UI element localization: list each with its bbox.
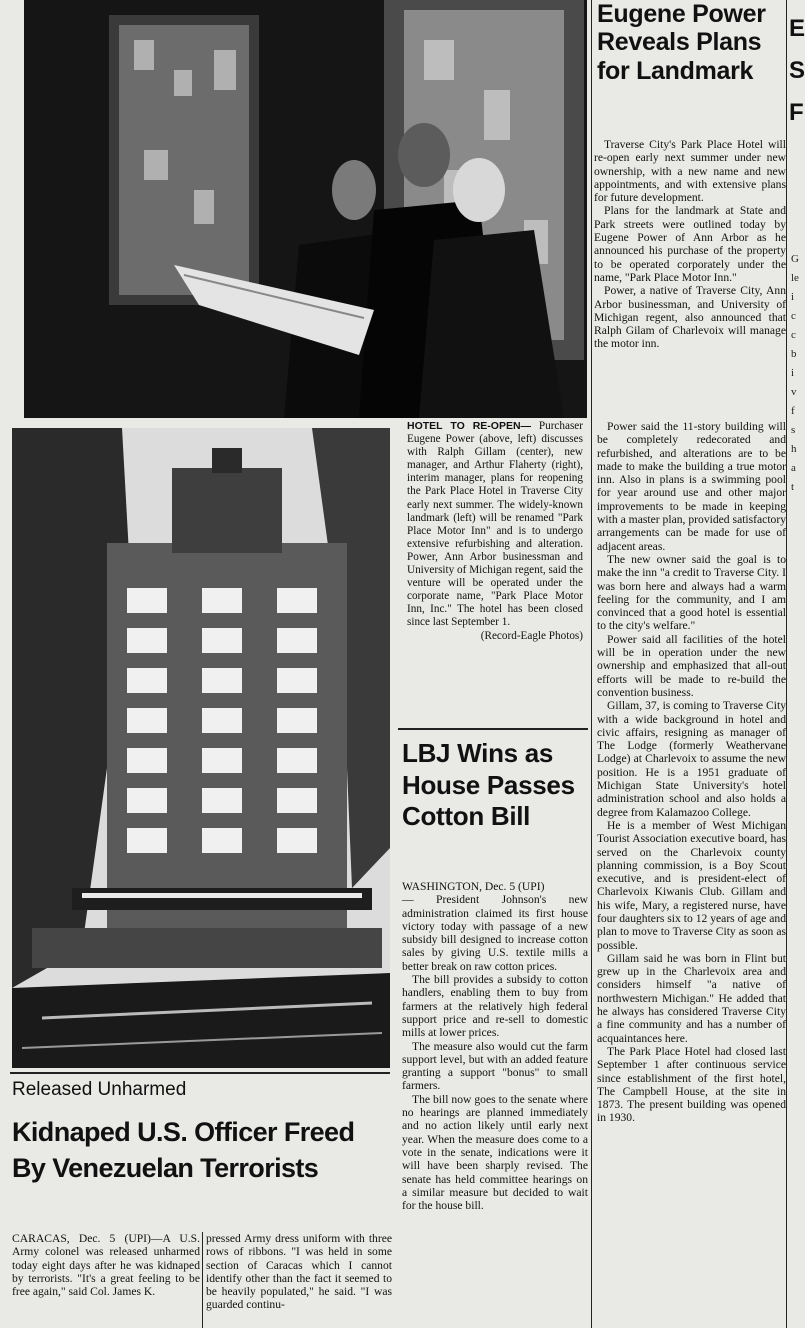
power-paragraph: Traverse City's Park Place Hotel will re-open early next summer under new ownership, with a new name and new appointments, and with extensive plans for future development. <box>594 138 786 205</box>
edge-letter: i <box>791 291 795 303</box>
lbj-article-body <box>402 880 588 1212</box>
edge-letter: i <box>791 367 795 379</box>
hotel-photo <box>12 428 390 1068</box>
power-paragraph: The new owner said the goal is to make the inn "a credit to Traverse City. I was born here and always had a warm feeling for the community, and I am convinced that a good hotel is essential to the city's welfare." <box>597 552 786 633</box>
edge-letter: h <box>791 443 797 455</box>
lbj-headline <box>402 738 588 833</box>
edge-letter: a <box>791 462 796 474</box>
section-rule <box>398 728 588 730</box>
section-rule <box>10 1072 390 1074</box>
edge-letter: E <box>789 15 805 42</box>
lbj-paragraph: The bill now goes to the senate where no hearings are planned immediately and no action likely until early next year. When the measure does come to a vote in the senate, indications were it will have been sharply revised. The senate has held committee hearings on a similar measure but decided to wait for the house bill. <box>402 1092 588 1213</box>
power-paragraph: Plans for the landmark at State and Park streets were outlined today by Eugene Power of Ann Arbor as he announced his purchase of the property to be operated corporately under the name, "Park Place Motor Inn." <box>594 204 786 284</box>
edge-letter: s <box>791 424 796 436</box>
power-article-body-continued <box>597 420 786 1125</box>
meeting-photo-image <box>24 0 587 418</box>
kidnap-article <box>12 1078 392 1186</box>
power-headline-line-3: for Landmark <box>597 56 754 85</box>
adjacent-column-headline-fragment <box>789 8 805 134</box>
edge-letter: b <box>791 348 797 360</box>
power-headline <box>597 0 785 85</box>
column-rule <box>786 0 787 1328</box>
lbj-dateline: WASHINGTON, Dec. 5 (UPI) <box>402 880 545 893</box>
lbj-article <box>402 738 588 833</box>
lbj-paragraph: The bill provides a subsidy to cotton handlers, enabling them to buy from farmers at the relatively high federal support price and re-sell to domestic mills at lower prices. <box>402 973 588 1040</box>
edge-letter: t <box>791 481 795 493</box>
kidnap-paragraph: CARACAS, Dec. 5 (UPI)—A U.S. Army colonel was released unharmed today eight days after he was kidnaped by terrorists. "It's a great feeling to be free again," said Col. James K. <box>12 1232 200 1299</box>
column-rule <box>202 1232 203 1328</box>
caption-body: Purchaser Eugene Power (above, left) discusses with Ralph Gillam (center), new manager, and Arthur Flaherty (right), interim manager, plans for reopening the Park Place Hotel in Traverse City early next summer. The widely-known landmark (left) will be renamed "Park Place Motor Inn" and is to undergo extensive refurbishing and alteration. Power, Ann Arbor businessman and University of Michigan regent, said the venture will be operated under the corporate name, "Park Place Motor Inn, Inc." The hotel has been closed since last September 1. <box>407 420 583 629</box>
power-paragraph: He is a member of West Michigan Tourist Association executive board, has served on the Charlevoix county planning commission, is a Boy Scout executive, and is president-elect of Charlevoix Kiwanis Club. Gillam and his wife, Mary, a registered nurse, have four daughters six to 12 years of age and plan to move to Traverse City as soon as possible. <box>597 818 786 952</box>
photo-caption-text <box>407 420 583 630</box>
power-paragraph: Power said all facilities of the hotel will be in operation under the new ownership and emphasized that all-out efforts will be made to re-build the convention business. <box>597 632 786 699</box>
power-headline-line-1: Eugene Power <box>597 0 766 28</box>
edge-letter: G <box>791 253 799 265</box>
kidnap-headline-line-1: Kidnaped U.S. Officer Freed <box>12 1117 355 1147</box>
edge-letter: le <box>791 272 799 284</box>
kidnap-headline <box>12 1114 392 1186</box>
power-paragraph: Power, a native of Traverse City, Ann Arbor businessman, and University of Michigan regent, also announced that Ralph Gilam of Charlevoix will manage the motor inn. <box>594 284 786 351</box>
power-headline-line-2: Reveals Plans <box>597 28 762 57</box>
edge-letter: f <box>791 405 795 417</box>
photo-credit: (Record-Eagle Photos) <box>480 629 583 642</box>
kidnap-kicker: Released Unharmed <box>12 1079 187 1100</box>
edge-letter: F <box>789 99 804 126</box>
kidnap-headline-line-2: By Venezuelan Terrorists <box>12 1153 319 1183</box>
power-article <box>597 0 785 85</box>
lbj-headline-line-2: House Passes <box>402 769 575 800</box>
edge-letter: c <box>791 310 796 322</box>
top-photo <box>24 0 587 418</box>
lbj-headline-line-3: Cotton Bill <box>402 801 531 832</box>
power-paragraph: Gillam, 37, is coming to Traverse City with a wide background in hotel and civic affairs, resigning as manager of The Lodge (formerly Weathervane Lodge) at Charlevoix to assume the new position. He is a 1951 graduate of Michigan State University's hotel administration school and also holds a degree from Kalamazoo College. <box>597 699 786 819</box>
edge-letter: c <box>791 329 796 341</box>
kidnap-col-1 <box>12 1232 200 1298</box>
edge-letter: S <box>789 57 805 84</box>
column-rule <box>591 0 592 1328</box>
power-paragraph: Gillam said he was born in Flint but grew up in the Charlevoix area and considers himself "a native of northwestern Michigan." He added that he always has considered Traverse City a fine community and has a number of acquaintances here. <box>597 951 786 1045</box>
lbj-paragraph: The measure also would cut the farm support level, but with an added feature granting a support "bonus" to small farmers. <box>402 1039 588 1093</box>
photo-caption <box>407 420 583 643</box>
adjacent-column-text-fragment <box>791 250 800 497</box>
lbj-headline-line-1: LBJ Wins as <box>402 738 554 768</box>
caption-lead: HOTEL TO RE-OPEN— <box>407 420 532 432</box>
power-paragraph: The Park Place Hotel had closed last September 1 after continuous service since establishment of the first hotel, The Campbell House, at the site in 1873. The present building was opened in 1930. <box>597 1044 786 1125</box>
kidnap-paragraph: pressed Army dress uniform with three rows of ribbons. "I was held in some section of Caracas which I cannot identify other than the fact it seemed to be heavily populated," he said. "I was guarded continu- <box>206 1232 392 1312</box>
lbj-paragraph: — President Johnson's new administration claimed its first house victory today with passage of a new subsidy bill designed to increase cotton sales by giving U.S. textile mills a better break on raw cotton prices. <box>402 893 588 973</box>
power-paragraph: Power said the 11-story building will be completely redecorated and refurbished, and alterations are to be made to make the building a true motor inn. Also in plans is a swimming pool for year around use and other major improvements to be made in keeping with a master plan, provided satisfactory arrangements can be made for use of adjacent areas. <box>597 420 786 553</box>
kidnap-col-2 <box>206 1232 392 1312</box>
hotel-building-image <box>12 428 390 1068</box>
edge-letter: v <box>791 386 797 398</box>
power-article-body <box>594 138 786 351</box>
